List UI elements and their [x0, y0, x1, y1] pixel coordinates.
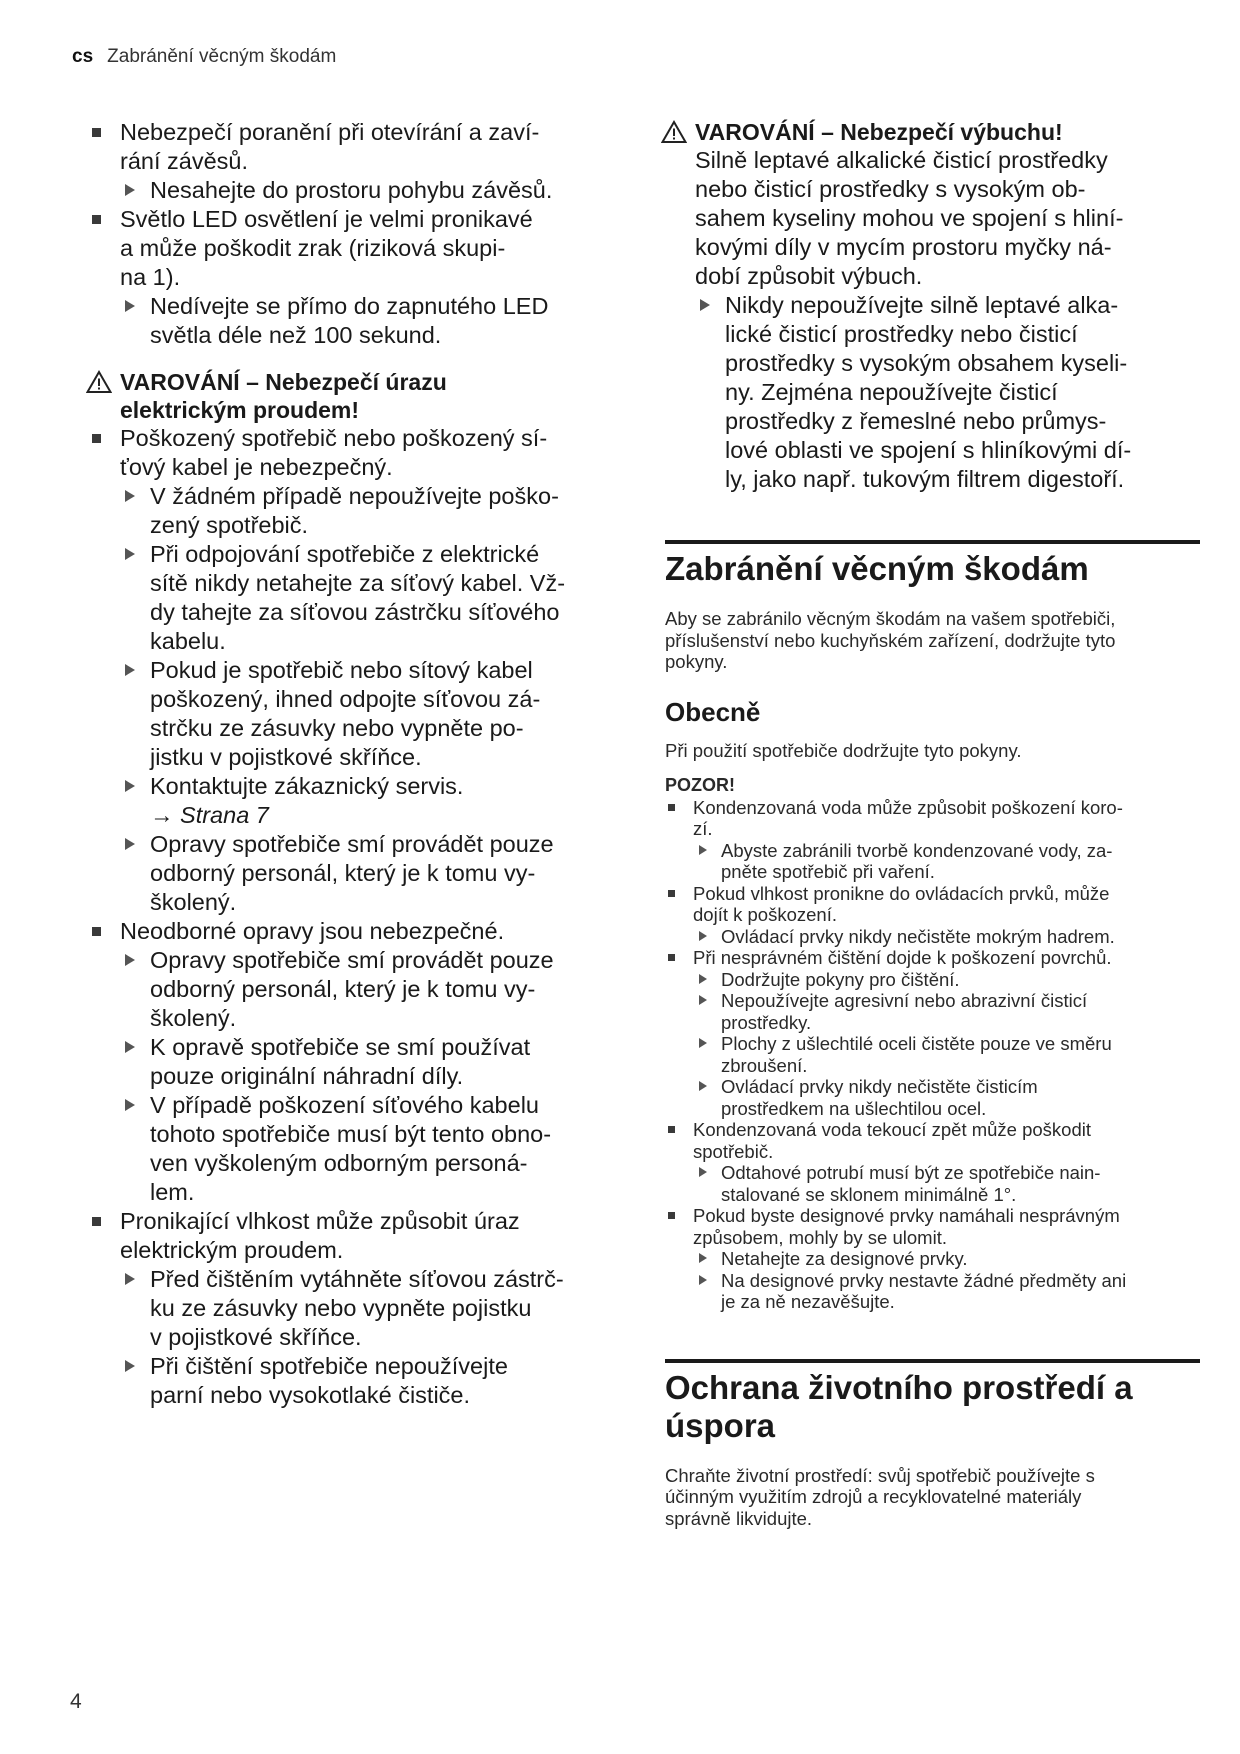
step: Při čištění spotřebiče nepoužívejte parní nebo vysokotlaké čističe. — [120, 1352, 600, 1410]
subsection-title: Obecně — [665, 696, 761, 727]
page-number: 4 — [70, 1690, 82, 1713]
step: Ovládací prvky nikdy nečistěte mokrým hadrem. — [693, 926, 1200, 948]
step: Netahejte za designové prvky. — [693, 1248, 1200, 1270]
step: Plochy z ušlechtilé oceli čistěte pouze ve směru zbroušení. — [693, 1033, 1200, 1076]
right-column — [665, 118, 1200, 1529]
section-intro: Aby se zabránilo věcným škodám na vašem spotřebiči, příslušenství nebo kuchyňském zařízení, dodržujte tyto pokyny. — [665, 608, 1116, 672]
step: Na designové prvky nestavte žádné předměty ani je za ně nezavěšujte. — [693, 1270, 1200, 1313]
step: Pokud je spotřebič nebo sítový kabel poškozený, ihned odpojte síťovou zá- strčku ze zásuvky nebo vypněte po- jistku v pojistkové skříňce. — [120, 656, 600, 772]
step: Kontaktujte zákaznický servis. → Strana 7 — [120, 772, 600, 830]
step: V žádném případě nepoužívejte poško- zený spotřebič. — [120, 482, 600, 540]
step: Abyste zabránili tvorbě kondenzované vody, za- pněte spotřebič při vaření. — [693, 840, 1200, 883]
list-item-repairs: Neodborné opravy jsou nebezpečné. — [90, 917, 600, 946]
step: Odtahové potrubí musí být ze spotřebiče nain- stalované se sklonem minimálně 1°. — [693, 1162, 1200, 1205]
section-intro-environment: Chraňte životní prostředí: svůj spotřebič používejte s účinným využitím zdrojů a recyklovatelné materiály správně likvidujte. — [665, 1464, 1095, 1529]
list-item-damaged: Poškozený spotřebič nebo poškozený sí- ťový kabel je nebezpečný. — [90, 424, 600, 482]
list-item-led: Světlo LED osvětlení je velmi pronikavé a může poškodit zrak (riziková skupi- na 1). — [90, 205, 600, 292]
step: Dodržujte pokyny pro čištění. — [693, 969, 1200, 991]
list-item: Kondenzovaná voda tekoucí zpět může poškodit spotřebič. — [665, 1119, 1200, 1162]
step: Před čištěním vytáhněte síťovou zástrč- ku ze zásuvky nebo vypněte pojistku v pojistkové skříňce. — [120, 1265, 600, 1352]
step-explosion: Nikdy nepoužívejte silně leptavé alka- lické čisticí prostředky nebo čisticí prostředky s vysokým obsahem kyseli- ny. Zejména nepoužívejte čisticí prostředky z řemeslné nebo průmys- lové oblasti ve spojení s hliníkovými dí- ly, jako např. tukovým filtrem digestoří. — [695, 291, 1200, 494]
section-title-damage: Zabránění věcným škodám — [665, 550, 1089, 587]
left-column — [90, 118, 600, 1410]
warning-explosion-title: VAROVÁNÍ – Nebezpečí výbuchu! — [665, 118, 1200, 146]
list-item: Pokud vlhkost pronikne do ovládacích prvků, může dojít k poškození. — [665, 883, 1200, 926]
running-title: Zabránění věcným škodám — [107, 46, 337, 67]
page-reference-link[interactable]: → Strana 7 — [150, 802, 269, 828]
list-item-moisture: Pronikající vlhkost může způsobit úraz elektrickým proudem. — [90, 1207, 600, 1265]
list-item: Kondenzovaná voda může způsobit poškození koro- zí. — [665, 797, 1200, 840]
warning-explosion-body: Silně leptavé alkalické čisticí prostředky nebo čisticí prostředky s vysokým ob- sahem kyseliny mohou ve spojení s hliní- kovými díly v mycím prostoru myčky ná- dobí způsobit výbuch. — [695, 147, 1124, 289]
warning-triangle-icon — [661, 120, 687, 144]
step: Při odpojování spotřebiče z elektrické sítě nikdy netahejte za síťový kabel. Vž- dy tahejte za síťovou zástrčku síťového kabelu. — [120, 540, 600, 656]
step-led: Nedívejte se přímo do zapnutého LED světla déle než 100 sekund. — [120, 292, 600, 350]
warning-electric-title: VAROVÁNÍ – Nebezpečí úrazu elektrickým proudem! — [90, 368, 600, 424]
list-item-hinge: Nebezpečí poranění při otevírání a zaví- rání závěsů. — [90, 118, 600, 176]
list-item: Při nesprávném čištění dojde k poškození povrchů. — [665, 947, 1200, 969]
step-hinge: Nesahejte do prostoru pohybu závěsů. — [120, 176, 600, 205]
warning-triangle-icon — [86, 370, 112, 394]
step: Ovládací prvky nikdy nečistěte čisticím prostředkem na ušlechtilou ocel. — [693, 1076, 1200, 1119]
step: Nepoužívejte agresivní nebo abrazivní čisticí prostředky. — [693, 990, 1200, 1033]
caution-label: POZOR! — [665, 775, 735, 795]
step: Opravy spotřebiče smí provádět pouze odborný personál, který je k tomu vy- školený. — [120, 830, 600, 917]
subsection-intro: Při použití spotřebiče dodržujte tyto pokyny. — [665, 739, 1022, 761]
step: Opravy spotřebiče smí provádět pouze odborný personál, který je k tomu vy- školený. — [120, 946, 600, 1033]
step: V případě poškození síťového kabelu tohoto spotřebiče musí být tento obno- ven vyškoleným odborným personá- lem. — [120, 1091, 600, 1207]
running-head — [72, 46, 336, 68]
language-code: cs — [72, 46, 94, 67]
section-title-environment: Ochrana životního prostředí a úspora — [665, 1368, 1133, 1444]
list-item: Pokud byste designové prvky namáhali nesprávným způsobem, mohly by se ulomit. — [665, 1205, 1200, 1248]
step: K opravě spotřebiče se smí používat pouze originální náhradní díly. — [120, 1033, 600, 1091]
section-rule — [665, 1359, 1200, 1363]
section-rule — [665, 540, 1200, 544]
